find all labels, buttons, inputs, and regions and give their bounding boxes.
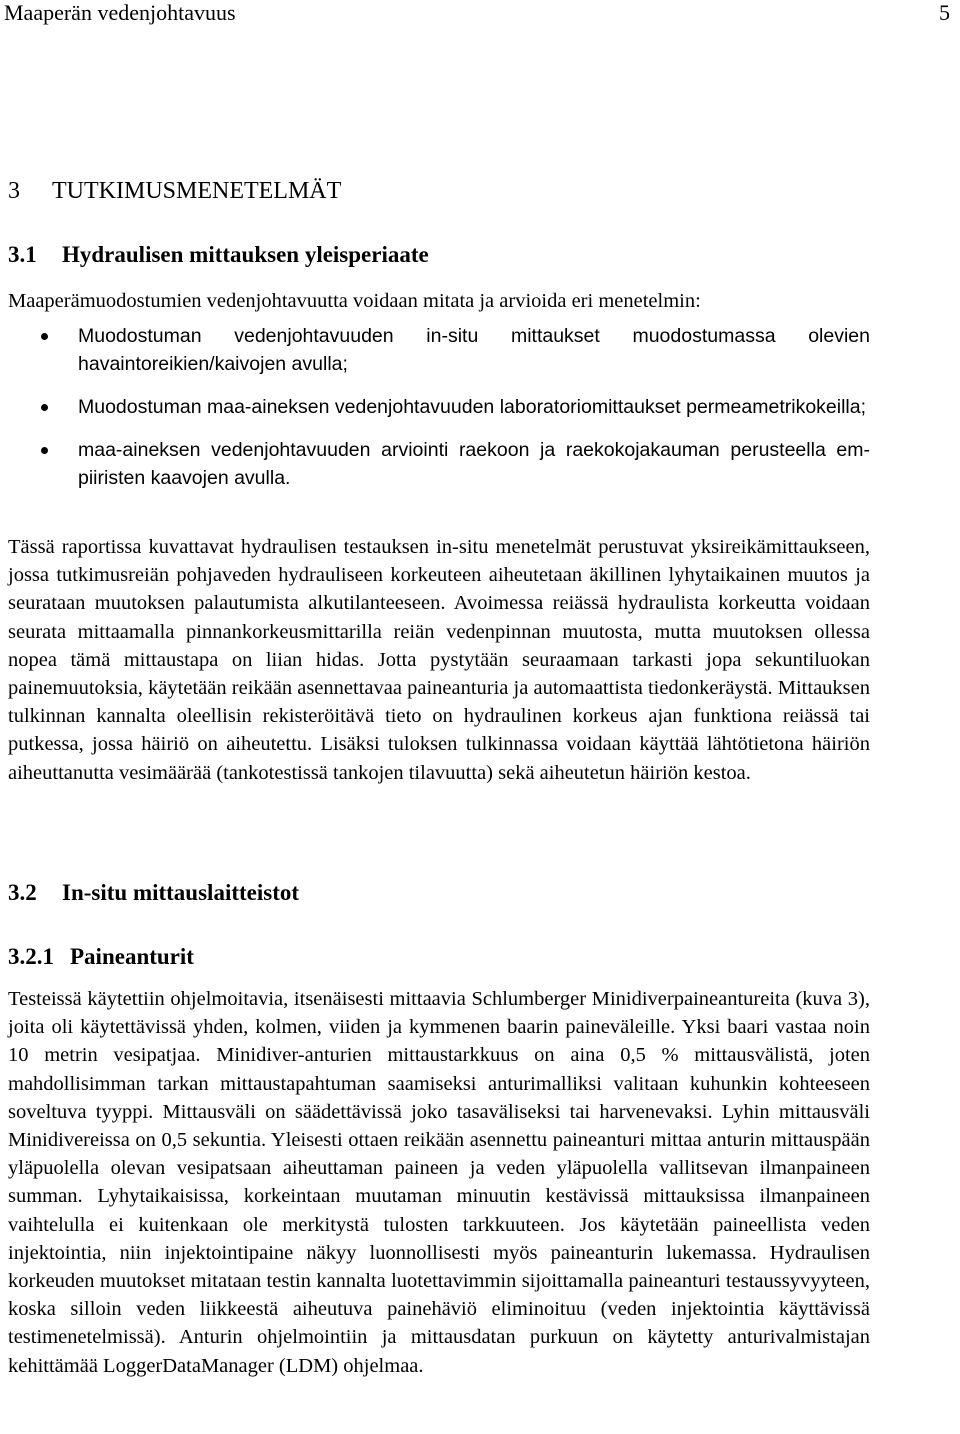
page-header	[4, 0, 950, 26]
section-heading-3-1	[8, 240, 429, 270]
page-number: 5	[939, 0, 950, 25]
section-number: 3.1	[8, 242, 37, 267]
running-title: Maaperän vedenjohtavuus	[4, 0, 236, 25]
intro-paragraph: Maaperämuodostumien vedenjohtavuutta voidaan mitata ja arvioida eri menetelmin:	[8, 290, 701, 312]
subsection-number: 3.2.1	[8, 944, 54, 969]
bullet-icon	[41, 447, 48, 454]
body-paragraph: Testeissä käytettiin ohjelmoitavia, itsenäisesti mittaavia Schlumberger Minidiverpaineantureita (kuva 3), joita oli käytettävissä yhden, kolmen, viiden ja kymmenen baarin paineväleille. Yksi baari vastaa noin 10 metrin vesipatjaa. Minidiver-anturien mittaustarkkuus on aina 0,5 % mittausvälistä, joten mahdollisimman tarkan mittaustapahtuman saamiseksi anturimalliksi valitaan kuhunkin kohteeseen soveltuva tyyppi. Mittausväli on säädettävissä joko tasaväliseksi tai harvenevaksi. Lyhin mittausväli Minidivereissa on 0,5 sekuntia. Yleisesti ottaen reikään asennettu paineanturi mittaa anturin mittauspään yläpuolella olevan vesipatsaan aiheuttaman paineen ja veden yläpuolella vallitsevan ilmanpaineen summan. Lyhytaikaisissa, korkeintaan muutaman minuutin kestävissä mittauksissa ilmanpaineen vaihtelulla ei kuitenkaan ole merkitystä tulosten tarkkuuteen. Jos käytetään paineellista veden injektointia, niin injektointipaine näkyy luonnollisesti myös paineanturin lukemassa. Hydraulisen korkeuden muutokset mitataan testin kannalta luotettavimmin sijoittamalla paineanturi testaussyvyyteen, koska silloin veden liikkeestä aiheutuva painehäviö eliminoituu (veden injektointia käyttävissä testimenetelmissä). Anturin ohjelmointiin ja mittausdatan purkuun on käytetty anturivalmistajan kehittämää LoggerDataManager (LDM) ohjelmaa.	[8, 988, 870, 1377]
section-title: Hydraulisen mittauksen yleisperiaate	[62, 242, 429, 267]
subsection-heading-3-2-1	[8, 942, 194, 972]
section-title: In-situ mittauslaitteistot	[62, 880, 300, 905]
body-paragraph: Tässä raportissa kuvattavat hydraulisen testauksen in-situ menetelmät perustuvat yksireikämittaukseen, jossa tutkimusreiän pohjaveden hydrauliseen korkeuteen aiheutetaan äkillinen lyhytaikainen muutos ja seurataan muutoksen palautumista alkutilanteeseen. Avoimessa reiässä hydraulista korkeutta voidaan seurata mittaamalla pinnankorkeusmittarilla reiän vedenpinnan muutosta, mutta muutoksen ollessa nopea tämä mittaustapa on liian hidas. Jotta pystytään seuraamaan tarkasti jopa sekuntiluokan painemuutoksia, käytetään reikään asennettavaa paineanturia ja automaattista tiedonkeräystä. Mittauksen tulkinnan kannalta oleellisin rekisteröitävä tieto on hydraulinen korkeus ajan funktiona reiässä tai putkessa, jossa häiriö on aiheutettu. Lisäksi tuloksen tulkinnassa voidaan käyttää lähtötietona häiriön aiheuttanutta vesimäärää (tankotestissä tankojen tilavuutta) sekä aiheutetun häiriön kestoa.	[8, 536, 870, 784]
section-heading-3-2	[8, 878, 299, 908]
list-item-text: maa-aineksen vedenjohtavuuden arviointi raekoon ja raekokojakauman perusteella em-piiristen kaavojen avulla.	[78, 439, 870, 489]
chapter-heading	[8, 176, 341, 206]
bullet-icon	[41, 333, 48, 340]
list-item	[8, 322, 870, 378]
list-item-text: Muodostuman vedenjohtavuuden in-situ mittaukset muodostumassa olevien havaintoreikien/kaivojen avulla;	[78, 325, 870, 375]
list-item-text: Muodostuman maa-aineksen vedenjohtavuuden laboratoriomittaukset permeametrikokeilla;	[78, 396, 867, 418]
chapter-number: 3	[8, 178, 20, 204]
bullet-icon	[41, 404, 48, 411]
section-number: 3.2	[8, 880, 37, 905]
list-item	[8, 436, 870, 492]
methods-list	[8, 322, 870, 507]
subsection-title: Paineanturit	[70, 944, 194, 969]
chapter-title: TUTKIMUSMENETELMÄT	[52, 178, 342, 204]
list-item	[8, 393, 870, 421]
